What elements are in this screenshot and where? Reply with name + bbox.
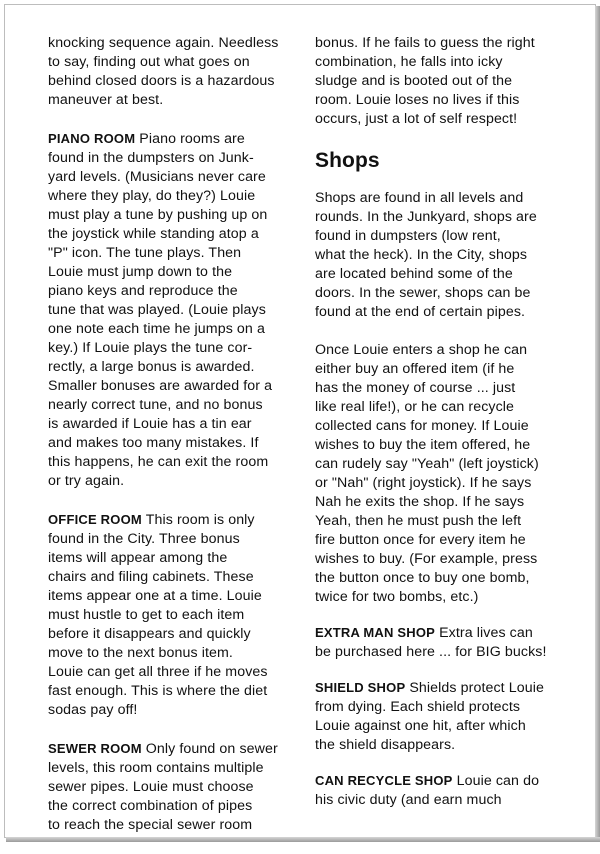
left-column xyxy=(48,34,298,854)
text-line: twice for two bombs, etc.) xyxy=(315,589,479,605)
text-line: key.) If Louie plays the tune cor- xyxy=(48,340,253,356)
text-run: Shields protect Louie xyxy=(405,680,544,696)
text-line xyxy=(48,739,298,759)
text-line: Louie against one hit, after which xyxy=(315,718,526,734)
text-line: fast enough. This is where the diet xyxy=(48,683,268,699)
text-line: items appear one at a time. Louie xyxy=(48,588,262,604)
text-line: Shops are found in all levels and xyxy=(315,190,524,206)
text-line: items will appear among the xyxy=(48,550,228,566)
text-line: be purchased here ... for BIG bucks! xyxy=(315,644,547,660)
text-run: Piano rooms are xyxy=(135,131,245,147)
text-line: "P" icon. The tune plays. Then xyxy=(48,245,242,261)
text-line: collected cans for money. If Louie xyxy=(315,418,529,434)
text-run: This room is only xyxy=(141,512,255,528)
text-line: found in the dumpsters on Junk- xyxy=(48,150,254,166)
text-line: to say, finding out what goes on xyxy=(48,54,250,70)
text-line: to reach the special sewer room xyxy=(48,817,253,833)
text-line xyxy=(315,623,573,643)
text-line: Louie must jump down to the xyxy=(48,264,233,280)
piano-room-paragraph xyxy=(48,129,298,491)
text-line: has the money of course ... just xyxy=(315,380,516,396)
text-line: fire button once for every item he xyxy=(315,532,526,548)
right-column xyxy=(315,34,573,826)
extra-man-shop-heading: EXTRA MAN SHOP xyxy=(315,625,436,640)
text-line: from dying. Each shield protects xyxy=(315,699,521,715)
intro-paragraph xyxy=(48,34,298,110)
text-line: like real life!), or he can recycle xyxy=(315,399,515,415)
text-line: rectly, a large bonus is awarded. xyxy=(48,359,255,375)
text-line: Nah he exits the shop. If he says xyxy=(315,494,525,510)
text-line: sludge and is booted out of the xyxy=(315,73,513,89)
shops-body-paragraph xyxy=(315,341,573,607)
text-line: occurs, just a lot of self respect! xyxy=(315,111,518,127)
sewer-continued-paragraph xyxy=(315,34,573,129)
text-line: move to the next bonus item. xyxy=(48,645,233,661)
shield-shop-heading: SHIELD SHOP xyxy=(315,680,406,695)
text-line: Louie can get all three if he moves xyxy=(48,664,268,680)
text-line: are located behind some of the xyxy=(315,266,513,282)
text-line: Yeah, then he must push the left xyxy=(315,513,522,529)
text-line: must play a tune by pushing up on xyxy=(48,207,268,223)
text-line: wishes to buy. (For example, press xyxy=(315,551,538,567)
text-line: piano keys and reproduce the xyxy=(48,283,238,299)
text-line: knocking sequence again. Needless xyxy=(48,35,279,51)
text-line: behind closed doors is a hazardous xyxy=(48,73,275,89)
text-line: Smaller bonuses are awarded for a xyxy=(48,378,273,394)
text-line: chairs and filing cabinets. These xyxy=(48,569,254,585)
text-run: Only found on sewer xyxy=(141,741,278,757)
text-line: can rudely say "Yeah" (left joystick) xyxy=(315,456,539,472)
text-line: the shield disappears. xyxy=(315,737,456,753)
text-line: and makes too many mistakes. If xyxy=(48,435,259,451)
text-line: the correct combination of pipes xyxy=(48,798,253,814)
text-line: the button once to buy one bomb, xyxy=(315,570,530,586)
text-line: the joystick while standing atop a xyxy=(48,226,259,242)
extra-man-shop-paragraph xyxy=(315,623,573,662)
piano-room-heading: PIANO ROOM xyxy=(48,131,136,146)
shops-intro-paragraph xyxy=(315,189,573,322)
sewer-room-paragraph xyxy=(48,739,298,835)
text-line: sewer pipes. Louie must choose xyxy=(48,779,254,795)
text-line: his civic duty (and earn much xyxy=(315,792,502,808)
text-line: maneuver at best. xyxy=(48,92,164,108)
text-line: or "Nah" (right joystick). If he says xyxy=(315,475,532,491)
text-line: Once Louie enters a shop he can xyxy=(315,342,528,358)
text-line: tune that was played. (Louie plays xyxy=(48,302,266,318)
text-line: nearly correct tune, and no bonus xyxy=(48,397,263,413)
text-line: or try again. xyxy=(48,473,125,489)
text-line: found in the City. Three bonus xyxy=(48,531,240,547)
text-line xyxy=(48,129,298,149)
office-room-paragraph xyxy=(48,510,298,720)
text-line: levels, this room contains multiple xyxy=(48,760,264,776)
office-room-heading: OFFICE ROOM xyxy=(48,512,142,527)
text-line: room. Louie loses no lives if this xyxy=(315,92,520,108)
text-run: Louie can do xyxy=(452,773,540,789)
text-line: is awarded if Louie has a tin ear xyxy=(48,416,252,432)
can-recycle-shop-paragraph xyxy=(315,771,573,810)
page-shadow-right xyxy=(595,6,600,842)
text-line: found in dumpsters (low rent, xyxy=(315,228,501,244)
text-line: found at the end of certain pipes. xyxy=(315,304,526,320)
text-line xyxy=(315,771,573,791)
text-line: doors. In the sewer, shops can be xyxy=(315,285,531,301)
can-recycle-shop-heading: CAN RECYCLE SHOP xyxy=(315,773,453,788)
text-line: yard levels. (Musicians never care xyxy=(48,169,266,185)
text-line: sodas pay off! xyxy=(48,702,138,718)
text-line: this happens, he can exit the room xyxy=(48,454,269,470)
text-line: wishes to buy the item offered, he xyxy=(315,437,531,453)
text-line xyxy=(48,510,298,530)
text-line xyxy=(315,678,573,698)
text-line: what the heck). In the City, shops xyxy=(315,247,528,263)
shield-shop-paragraph xyxy=(315,678,573,755)
sewer-room-heading: SEWER ROOM xyxy=(48,741,142,756)
text-line: must hustle to get to each item xyxy=(48,607,245,623)
text-line: where they play, do they?) Louie xyxy=(48,188,256,204)
text-line: before it disappears and quickly xyxy=(48,626,251,642)
shops-section-title: Shops xyxy=(315,149,380,172)
text-line: either buy an offered item (if he xyxy=(315,361,515,377)
text-line: bonus. If he fails to guess the right xyxy=(315,35,535,51)
text-line: combination, he falls into icky xyxy=(315,54,503,70)
text-line: one note each time he jumps on a xyxy=(48,321,265,337)
text-run: Extra lives can xyxy=(435,625,533,641)
text-line: rounds. In the Junkyard, shops are xyxy=(315,209,537,225)
